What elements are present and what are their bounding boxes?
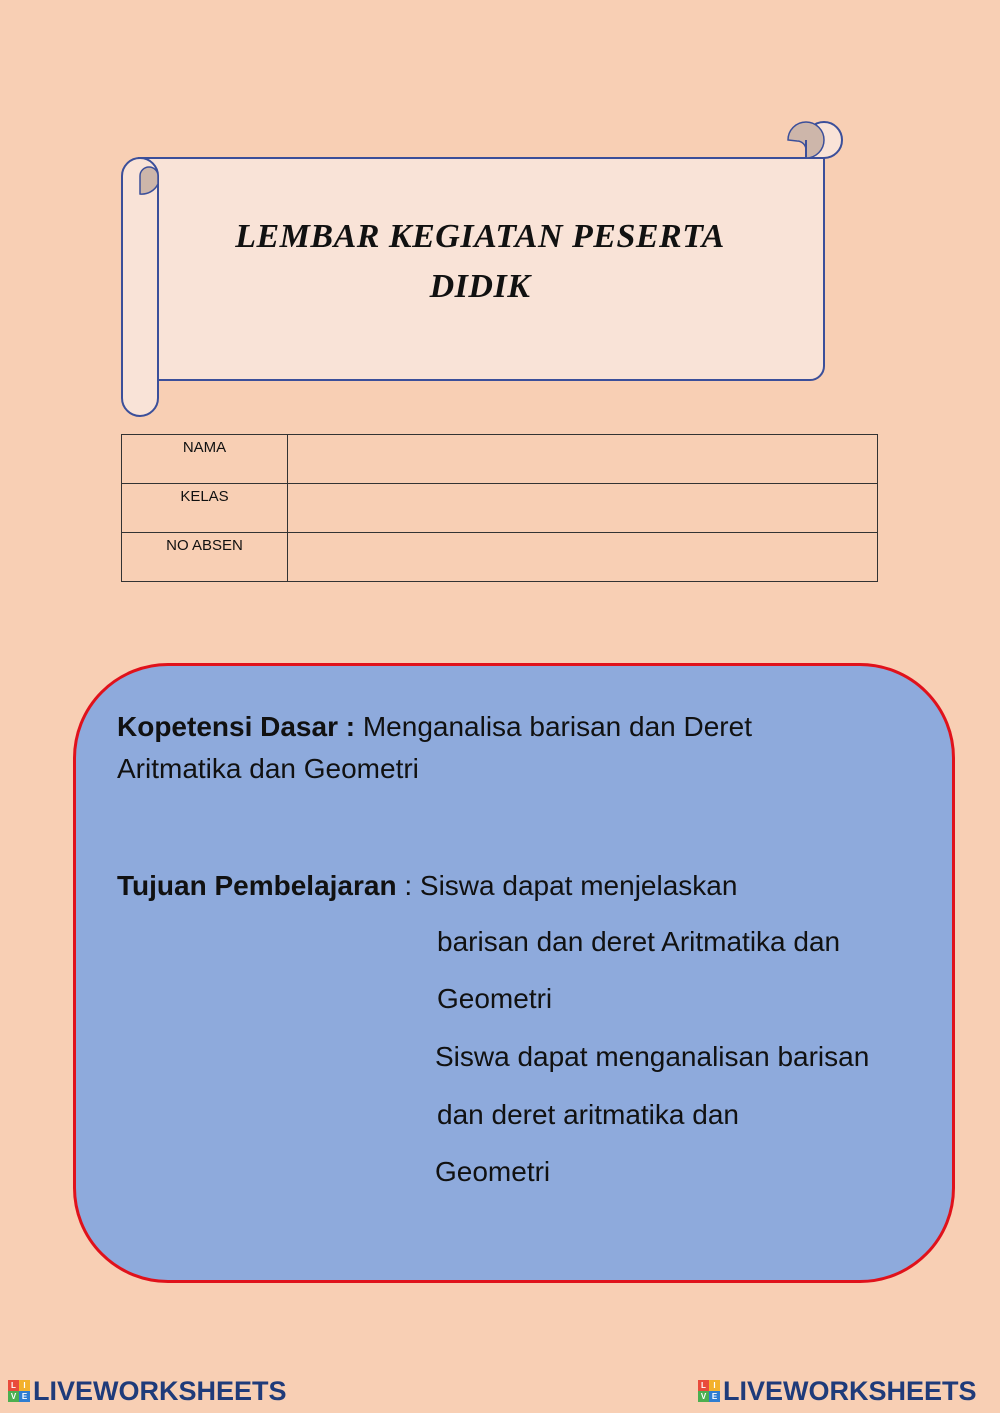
basic-competency xyxy=(117,706,877,790)
learning-objective-label: Tujuan Pembelajaran xyxy=(117,870,397,901)
icon-letter: V xyxy=(8,1391,19,1402)
name-label: NAMA xyxy=(122,435,288,484)
logo-text: LIVEWORKSHEETS xyxy=(723,1375,977,1406)
class-field[interactable] xyxy=(288,484,878,533)
icon-letter: L xyxy=(8,1380,19,1391)
title-line-2: DIDIK xyxy=(429,268,531,305)
logo-text: LIVEWORKSHEETS xyxy=(33,1375,287,1406)
icon-letter: V xyxy=(698,1391,709,1402)
learning-objective-heading xyxy=(117,866,737,906)
basic-competency-label: Kopetensi Dasar : xyxy=(117,711,356,742)
icon-letter: E xyxy=(709,1391,720,1402)
learning-objective-line: Geometri xyxy=(435,1156,551,1187)
learning-objective-line: Siswa dapat menganalisan barisan xyxy=(435,1041,870,1072)
icon-letter: I xyxy=(709,1380,720,1391)
liveworksheets-logo-left xyxy=(8,1375,287,1407)
name-field[interactable] xyxy=(288,435,878,484)
icon-letter: I xyxy=(19,1380,30,1391)
liveworksheets-icon xyxy=(698,1380,720,1402)
class-label: KELAS xyxy=(122,484,288,533)
liveworksheets-logo-right xyxy=(698,1375,977,1407)
table-row xyxy=(122,533,878,582)
title-line-1: LEMBAR KEGIATAN PESERTA xyxy=(235,218,725,255)
liveworksheets-icon xyxy=(8,1380,30,1402)
icon-letter: E xyxy=(19,1391,30,1402)
scroll-left-roll xyxy=(122,158,158,416)
absence-number-label: NO ABSEN xyxy=(122,533,288,582)
basic-competency-text: Menganalisa barisan dan Deret Aritmatika dan Geometri xyxy=(117,711,752,784)
page-title xyxy=(160,212,800,312)
learning-objective-line: Geometri xyxy=(437,983,553,1014)
absence-number-field[interactable] xyxy=(288,533,878,582)
learning-objective-line: dan deret aritmatika dan xyxy=(437,1099,739,1130)
icon-letter: L xyxy=(698,1380,709,1391)
learning-objective-separator: : xyxy=(396,870,420,901)
table-row xyxy=(122,435,878,484)
student-info-table xyxy=(121,434,878,582)
learning-objective-line: barisan dan deret Aritmatika dan xyxy=(437,926,841,957)
table-row xyxy=(122,484,878,533)
learning-objective-line: Siswa dapat menjelaskan xyxy=(419,870,738,901)
